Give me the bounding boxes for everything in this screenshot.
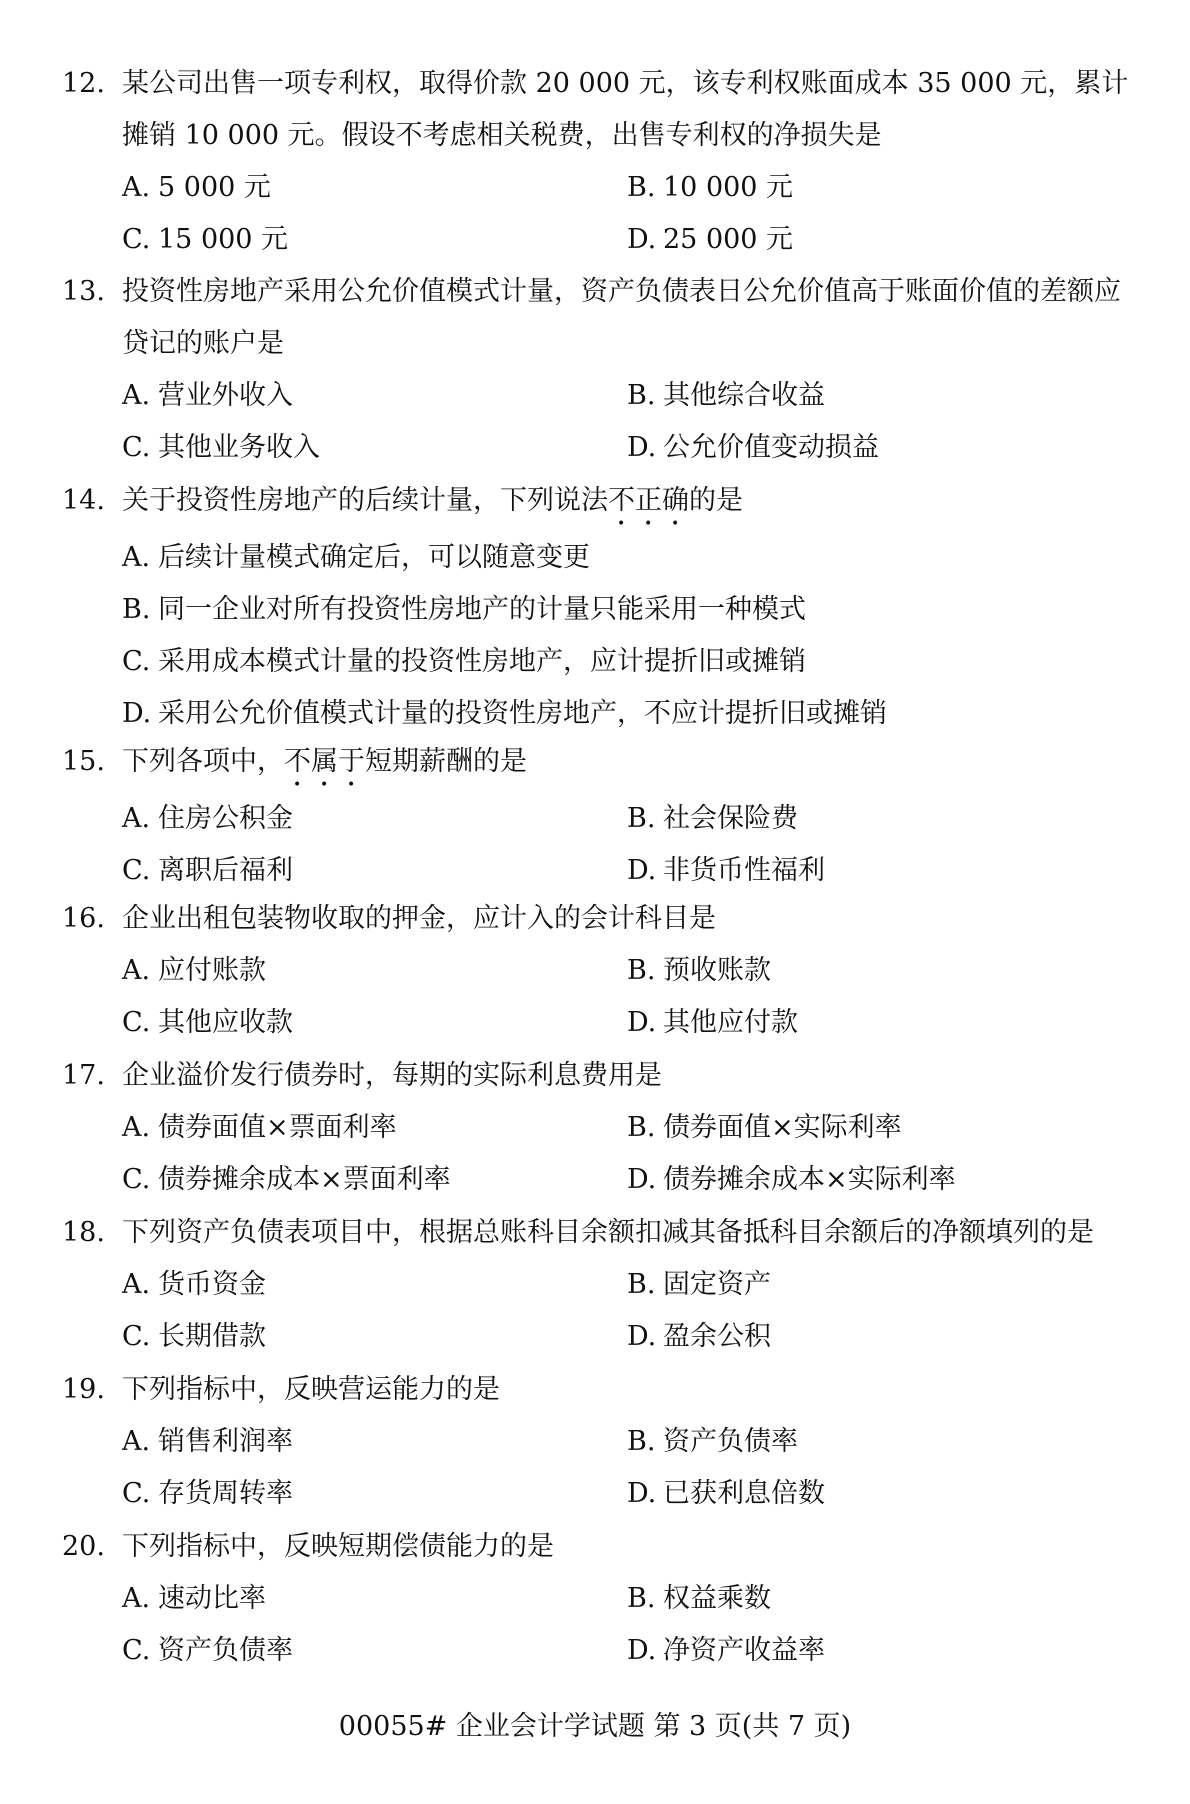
question-number: 19. xyxy=(62,1374,105,1405)
option-b: B. 权益乘数 xyxy=(627,1583,771,1614)
question-text: 下列各项中，不属于短期薪酬的是 xyxy=(122,746,527,777)
options xyxy=(62,1259,1142,1363)
question-text: 下列指标中，反映营运能力的是 xyxy=(122,1374,500,1405)
options xyxy=(62,162,1142,266)
question-number: 18. xyxy=(62,1217,105,1248)
question-stem xyxy=(62,1050,1142,1102)
question-20 xyxy=(62,1521,1142,1677)
question-stem xyxy=(62,1364,1142,1416)
question-17 xyxy=(62,1050,1142,1206)
question-14 xyxy=(62,475,1142,740)
option-d: D. 采用公允价值模式计量的投资性房地产，不应计提折旧或摊销 xyxy=(122,698,887,729)
options xyxy=(62,532,1142,740)
question-15 xyxy=(62,736,1142,897)
option-d: D. 净资产收益率 xyxy=(627,1635,825,1666)
options xyxy=(62,793,1142,897)
option-b: B. 10 000 元 xyxy=(627,172,794,203)
question-number: 13. xyxy=(62,276,105,307)
question-19 xyxy=(62,1364,1142,1520)
question-13 xyxy=(62,266,1142,474)
question-stem xyxy=(62,736,1142,793)
options xyxy=(62,1573,1142,1677)
option-a: A. 速动比率 xyxy=(122,1583,266,1614)
question-text: 下列资产负债表项目中，根据总账科目余额扣减其备抵科目余额后的净额填列的是 xyxy=(122,1217,1094,1248)
question-number: 12. xyxy=(62,68,105,99)
option-c: C. 离职后福利 xyxy=(122,855,293,886)
options xyxy=(62,1102,1142,1206)
question-stem xyxy=(62,475,1142,532)
question-16 xyxy=(62,893,1142,1049)
option-b: B. 预收账款 xyxy=(627,955,771,986)
option-c: C. 其他业务收入 xyxy=(122,432,320,463)
option-c: C. 15 000 元 xyxy=(122,224,289,255)
option-a: A. 货币资金 xyxy=(122,1269,266,1300)
option-d: D. 公允价值变动损益 xyxy=(627,432,879,463)
option-d: D. 非货币性福利 xyxy=(627,855,825,886)
options xyxy=(62,1416,1142,1520)
option-b: B. 社会保险费 xyxy=(627,803,798,834)
option-b: B. 资产负债率 xyxy=(627,1426,798,1457)
option-d: D. 已获利息倍数 xyxy=(627,1478,825,1509)
question-text: 投资性房地产采用公允价值模式计量，资产负债表日公允价值高于账面价值的差额应贷记的账户是 xyxy=(122,276,1121,359)
question-text: 某公司出售一项专利权，取得价款 20 000 元，该专利权账面成本 35 000 元，累计摊销 10 000 元。假设不考虑相关税费，出售专利权的净损失是 xyxy=(122,68,1129,151)
question-number: 16. xyxy=(62,903,105,934)
option-c: C. 长期借款 xyxy=(122,1321,266,1352)
option-a: A. 住房公积金 xyxy=(122,803,293,834)
page-footer: 00055# 企业会计学试题 第 3 页(共 7 页) xyxy=(338,1711,852,1742)
option-c: C. 其他应收款 xyxy=(122,1007,293,1038)
question-number: 14. xyxy=(62,485,105,516)
question-number: 20. xyxy=(62,1531,105,1562)
question-number: 17. xyxy=(62,1060,105,1091)
option-a: A. 营业外收入 xyxy=(122,380,293,411)
question-text: 下列指标中，反映短期偿债能力的是 xyxy=(122,1531,554,1562)
option-c: C. 资产负债率 xyxy=(122,1635,293,1666)
option-a: A. 债券面值×票面利率 xyxy=(122,1112,397,1143)
emphasis-text: 不正确 xyxy=(608,485,689,516)
option-b: B. 同一企业对所有投资性房地产的计量只能采用一种模式 xyxy=(122,594,806,625)
question-stem xyxy=(62,893,1142,945)
option-b: B. 债券面值×实际利率 xyxy=(627,1112,902,1143)
option-a: A. 后续计量模式确定后，可以随意变更 xyxy=(122,542,590,573)
option-d: D. 25 000 元 xyxy=(627,224,794,255)
option-d: D. 债券摊余成本×实际利率 xyxy=(627,1164,956,1195)
question-text: 关于投资性房地产的后续计量，下列说法不正确的是 xyxy=(122,485,743,516)
option-d: D. 其他应付款 xyxy=(627,1007,798,1038)
option-c: C. 采用成本模式计量的投资性房地产，应计提折旧或摊销 xyxy=(122,646,806,677)
question-12 xyxy=(62,58,1142,266)
question-stem xyxy=(62,58,1142,162)
option-d: D. 盈余公积 xyxy=(627,1321,771,1352)
question-stem xyxy=(62,266,1142,370)
options xyxy=(62,945,1142,1049)
option-b: B. 固定资产 xyxy=(627,1269,771,1300)
question-stem xyxy=(62,1521,1142,1573)
question-stem xyxy=(62,1207,1142,1259)
question-number: 15. xyxy=(62,746,105,777)
question-18 xyxy=(62,1207,1142,1363)
emphasis-text: 不属于 xyxy=(284,746,365,777)
options xyxy=(62,370,1142,474)
option-c: C. 存货周转率 xyxy=(122,1478,293,1509)
option-b: B. 其他综合收益 xyxy=(627,380,825,411)
option-a: A. 应付账款 xyxy=(122,955,266,986)
question-text: 企业溢价发行债券时，每期的实际利息费用是 xyxy=(122,1060,662,1091)
option-a: A. 销售利润率 xyxy=(122,1426,293,1457)
question-text: 企业出租包装物收取的押金，应计入的会计科目是 xyxy=(122,903,716,934)
option-c: C. 债券摊余成本×票面利率 xyxy=(122,1164,451,1195)
option-a: A. 5 000 元 xyxy=(122,172,271,203)
